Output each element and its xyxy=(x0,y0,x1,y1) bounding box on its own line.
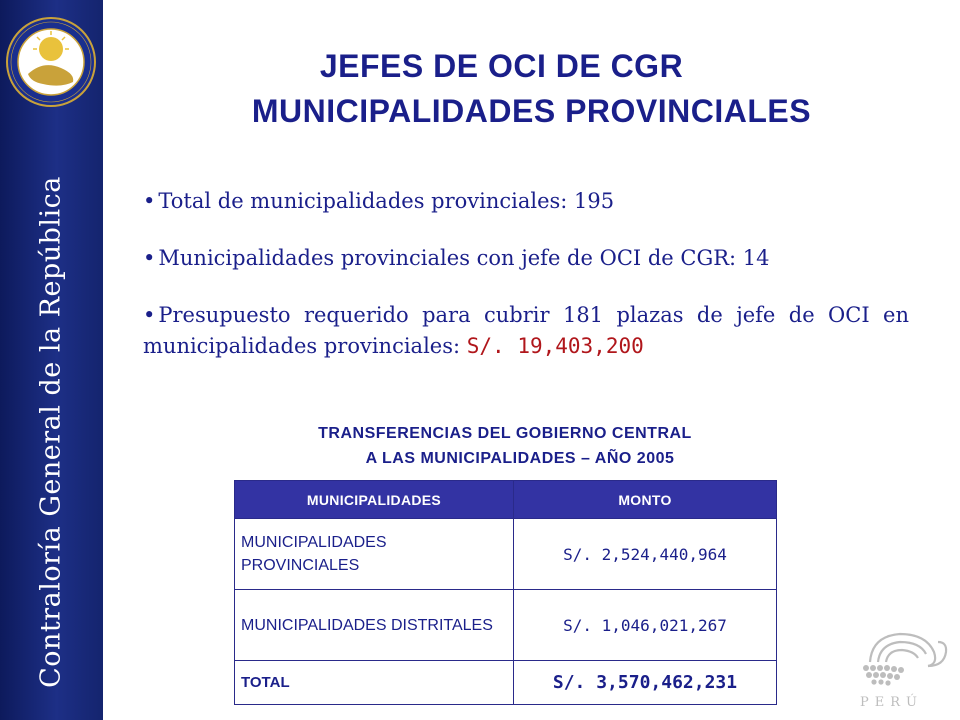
row-name: MUNICIPALIDADES DISTRITALES xyxy=(235,590,514,661)
svg-text:PERÚ: PERÚ xyxy=(860,695,923,710)
bullet-text: Total de municipalidades provinciales: 195 xyxy=(158,189,615,213)
row-name: MUNICIPALIDADES PROVINCIALES xyxy=(235,519,514,590)
bullet-icon: • xyxy=(143,246,156,270)
budget-amount: S/. 19,403,200 xyxy=(466,334,644,358)
peru-brand-logo-icon xyxy=(852,622,952,712)
table-row xyxy=(235,590,777,661)
sidebar-institution-name: Contraloría General de la República xyxy=(35,176,67,688)
bullet-icon: • xyxy=(143,189,156,213)
bullet-text: Municipalidades provinciales con jefe de OCI de CGR: 14 xyxy=(158,246,770,270)
table-row xyxy=(235,519,777,590)
sidebar xyxy=(0,0,103,720)
row-amount: S/. 2,524,440,964 xyxy=(514,519,777,590)
header-monto: MONTO xyxy=(514,481,777,519)
table-total-row xyxy=(235,661,777,705)
transfers-table xyxy=(234,480,777,705)
bullet-item-total xyxy=(143,186,909,217)
table-title-line2: A LAS MUNICIPALIDADES – AÑO 2005 xyxy=(365,450,675,467)
total-label: TOTAL xyxy=(235,661,514,705)
row-amount: S/. 1,046,021,267 xyxy=(514,590,777,661)
slide-title-line1: JEFES DE OCI DE CGR xyxy=(319,48,684,84)
bullet-item-budget xyxy=(143,300,909,362)
bullet-item-with-chief xyxy=(143,243,909,274)
slide-title-line2: MUNICIPALIDADES PROVINCIALES xyxy=(251,93,812,129)
bullet-list xyxy=(143,186,909,388)
bullet-text: Presupuesto requerido para cubrir 181 plazas de jefe de OCI en municipalidades provinciales: xyxy=(143,303,909,358)
bullet-icon: • xyxy=(143,303,156,327)
header-municipalidades: MUNICIPALIDADES xyxy=(235,481,514,519)
table-title-line1: TRANSFERENCIAS DEL GOBIERNO CENTRAL xyxy=(318,425,692,442)
table-header-row xyxy=(235,481,777,519)
total-amount: S/. 3,570,462,231 xyxy=(514,661,777,705)
